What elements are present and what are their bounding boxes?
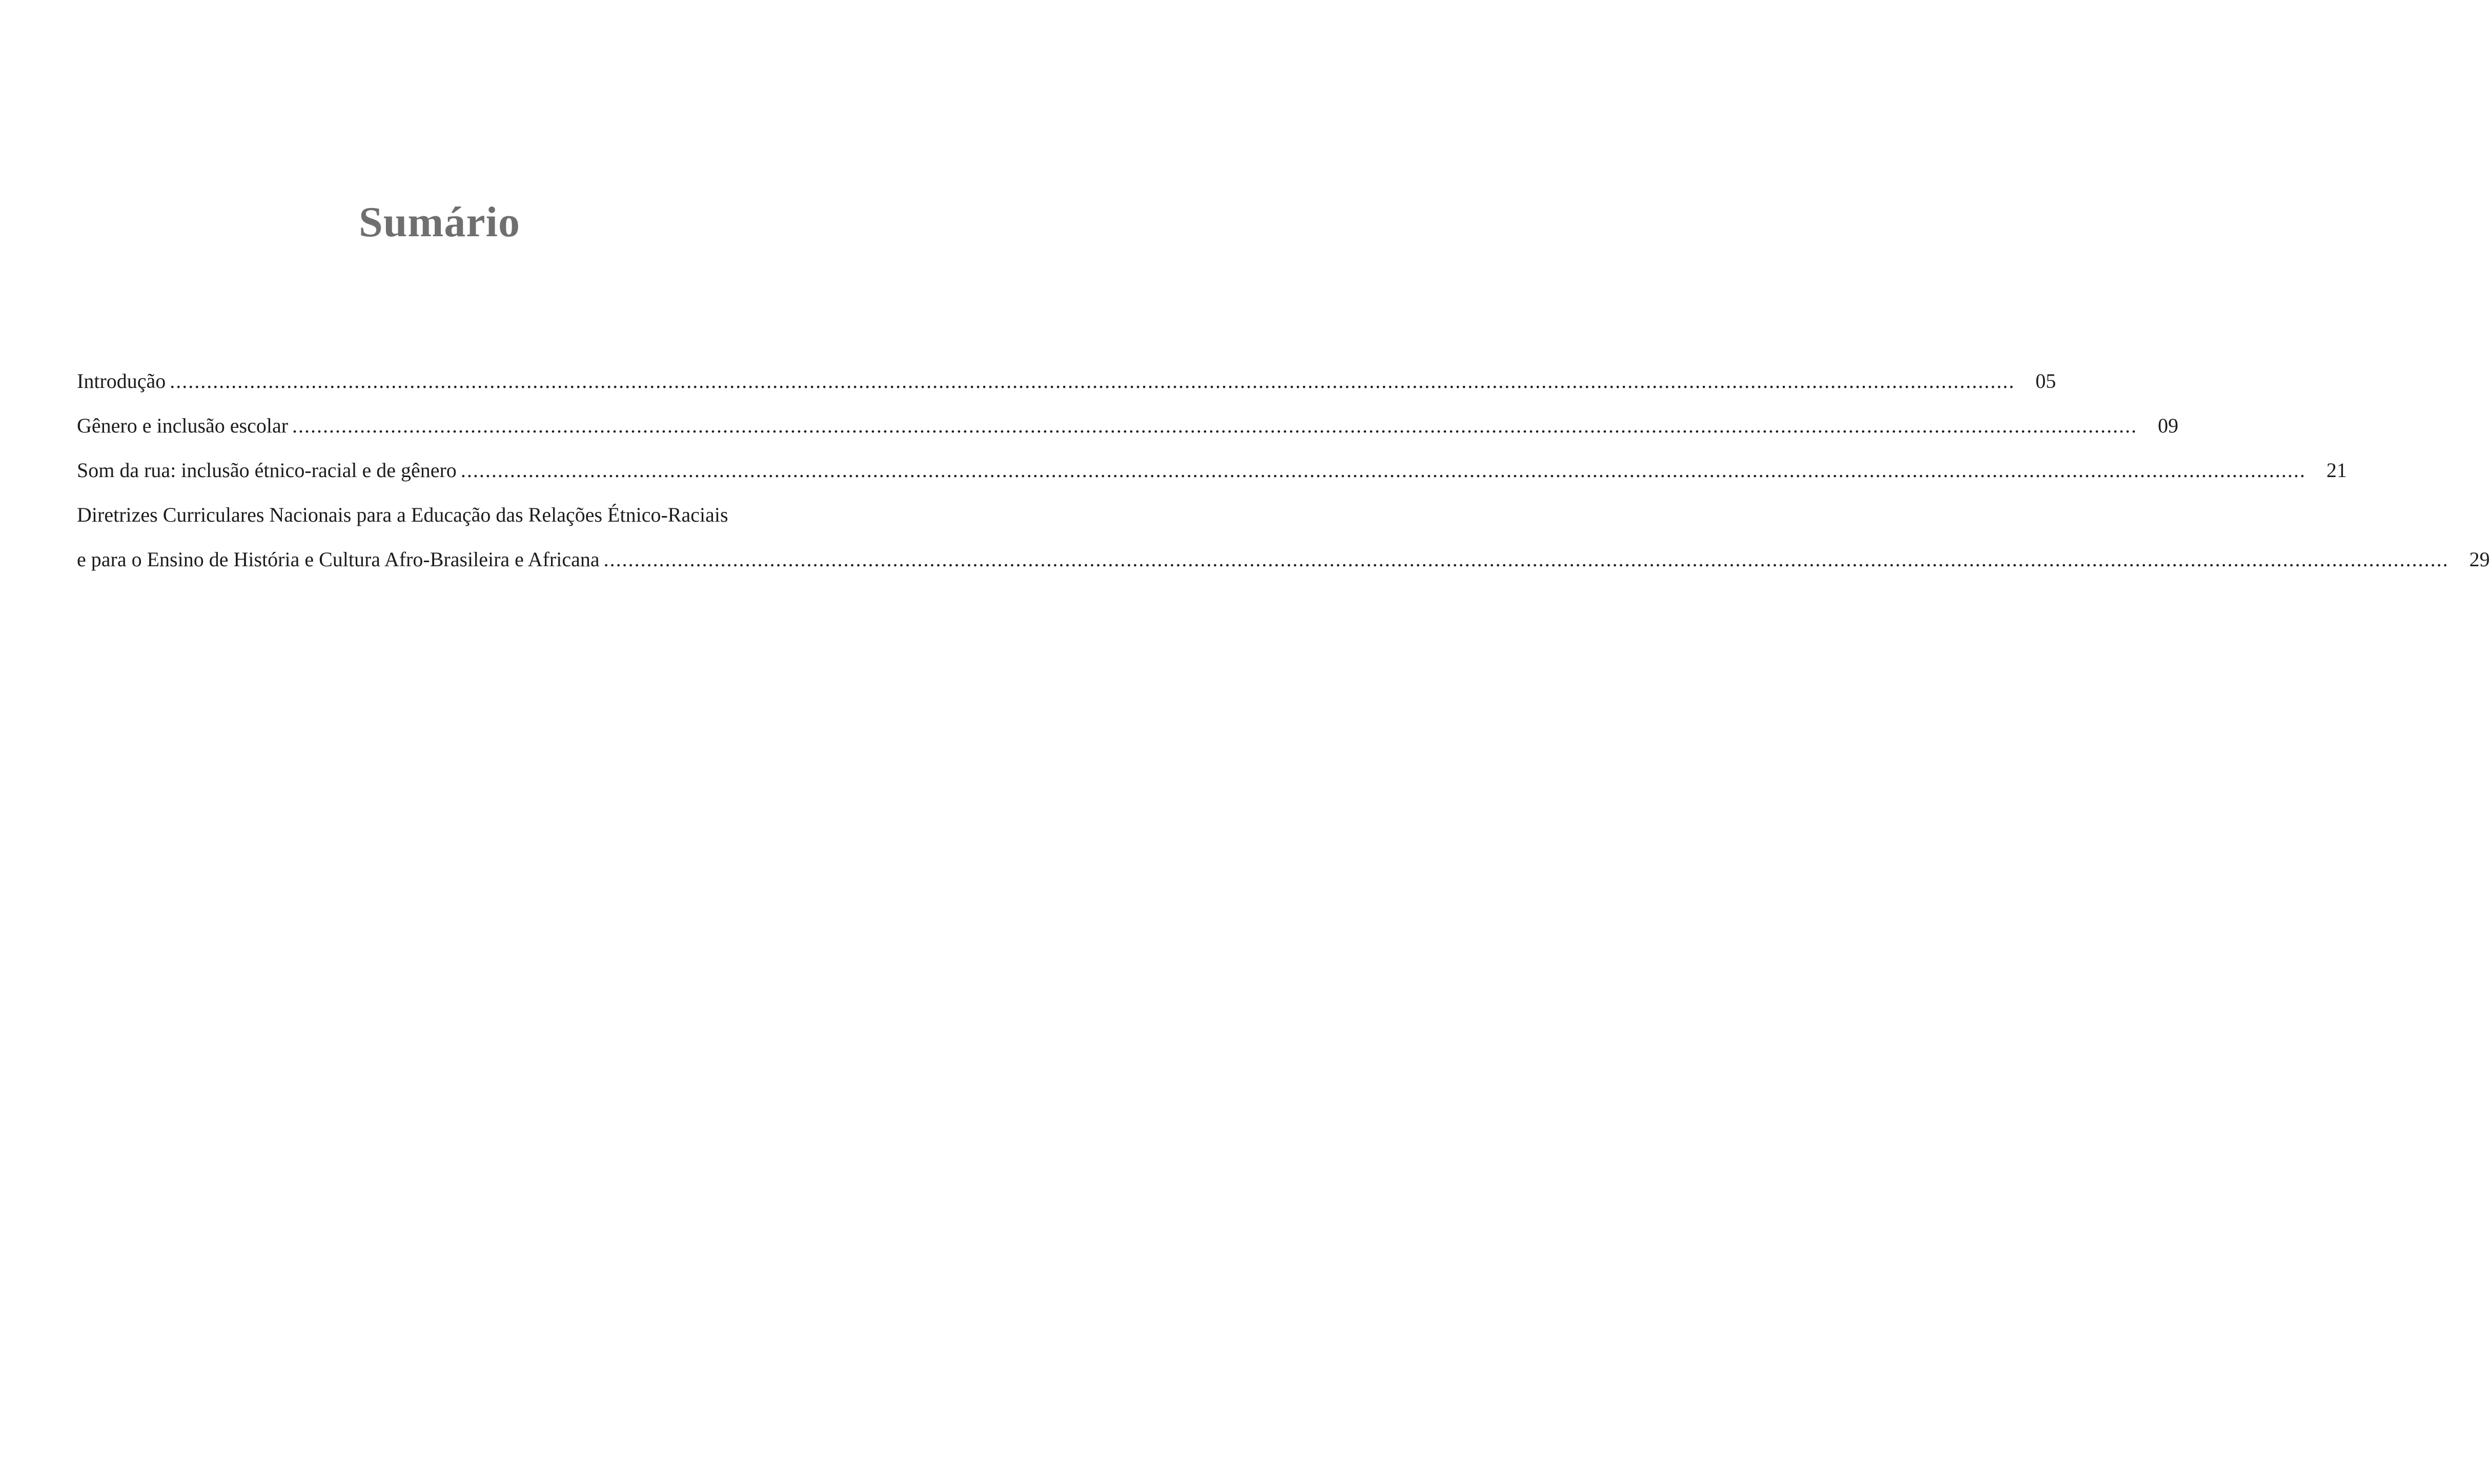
toc-entry-label: Introdução: [77, 369, 166, 393]
toc-entry-page: 05: [2035, 369, 2056, 393]
dot-leader: ............................................................................................................................................................................................................................................................................................................: [292, 414, 2138, 437]
toc-entry-page: 29: [2469, 548, 2490, 571]
toc-entry: [77, 448, 2347, 492]
toc-entry: [77, 359, 2056, 403]
toc-entry-label: e para o Ensino de História e Cultura Afro-Brasileira e Africana: [77, 548, 600, 571]
toc-entry: [77, 403, 2179, 448]
page-title: Sumário: [358, 198, 521, 246]
dot-leader: ............................................................................................................................................................................................................................................................................................................: [460, 459, 2306, 482]
toc-entry-first-line: [77, 492, 800, 537]
toc-entry-label: Gênero e inclusão escolar: [77, 414, 289, 437]
toc-entry-label: Diretrizes Curriculares Nacionais para a Educação das Relações Étnico-Raciais: [77, 503, 728, 526]
dot-leader: ............................................................................................................................................................................................................................................................................................................: [170, 369, 2015, 393]
toc-entry-page: 21: [2326, 459, 2347, 482]
dot-leader: ............................................................................................................................................................................................................................................................................................................: [603, 548, 2449, 571]
toc-entry-label: Som da rua: inclusão étnico-racial e de gênero: [77, 459, 457, 482]
table-of-contents: [77, 359, 2490, 582]
toc-entry-second-line: [77, 537, 2490, 582]
toc-entry-page: 09: [2158, 414, 2179, 437]
